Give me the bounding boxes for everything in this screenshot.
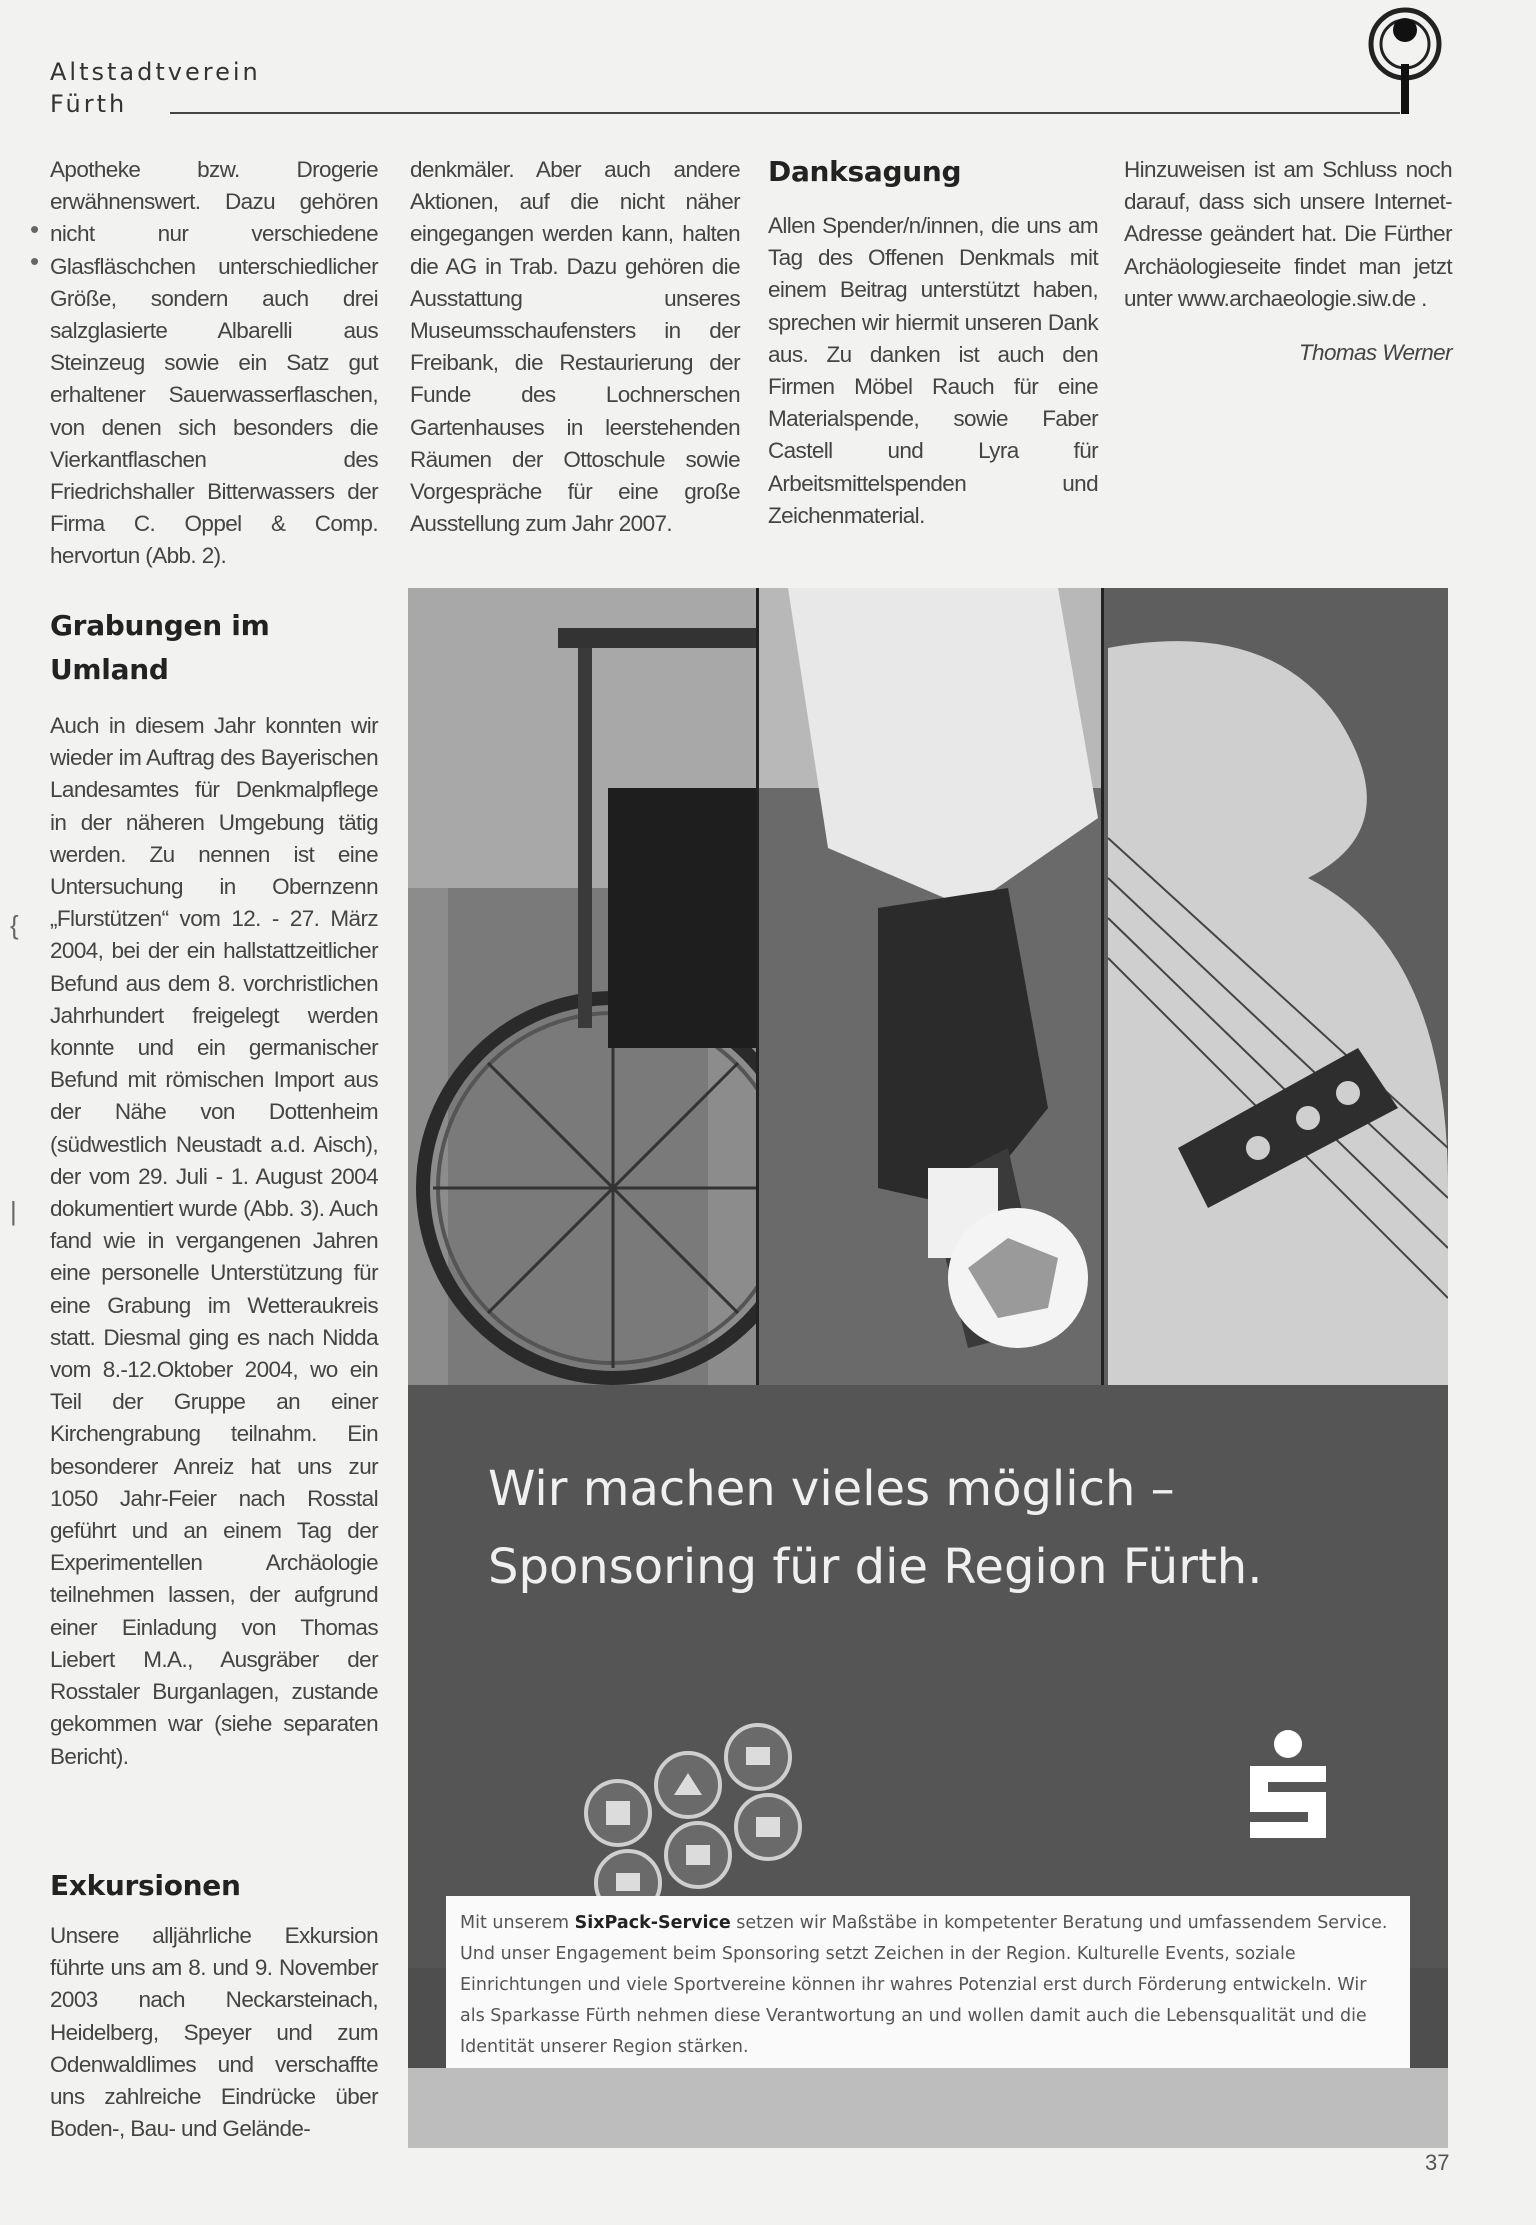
sponsoring-photo-collage <box>408 588 1448 1385</box>
ad-body-text <box>446 1896 1410 2068</box>
grabungen-text: Auch in diesem Jahr konnten wir wieder im Auftrag des Bayerischen Landesamtes für Denkmalpflege in der näheren Umgebung tätig werden. Zu nennen ist eine Untersuchung in Obernzenn „Flurstützen“ vom 12. - 27. März 2004, bei der ein hallstattzeitlicher Befund aus dem 8. vorchristlichen Jahrhundert freigelegt werden konnte und ein germanischer Befund mit römischen Import aus der Nähe von Dottenheim (südwestlich Neustadt a.d. Aisch), der vom 29. Juli - 1. August 2004 dokumentiert wurde (Abb. 3). Auch fand wie in vergangenen Jahren eine personelle Unterstützung für eine Grabung im Wetteraukreis statt. Diesmal ging es nach Nidda vom 8.-12.Oktober 2004, wo ein Teil der Gruppe an einer Kirchengrabung teilnahm. Ein besonderer Anreiz hat uns zur 1050 Jahr-Feier nach Rosstal geführt und an einem Tag der Experimentellen Archäologie teilnehmen lassen, der aufgrund einer Einladung von Thomas Liebert M.A., Ausgräber der Rosstaler Burganlagen, zustande gekommen war (siehe separaten Bericht). <box>50 713 378 1769</box>
margin-bullet: • <box>30 214 40 244</box>
column-4 <box>1124 154 1452 369</box>
ad-bottom-strip <box>408 2068 1448 2148</box>
column-1-top-text: Apotheke bzw. Drogerie erwähnenswert. Dazu gehören nicht nur verschiedene Glasfläschchen unterschiedlicher Größe, sondern auch drei salzglasierte Albarelli aus Steinzeug sowie ein Satz gut erhaltener Sauerwasserflaschen, von denen sich besonders die Vierkantflaschen des Friedrichshaller Bitterwassers der Firma C. Oppel & Comp. hervortun (Abb. 2). <box>50 157 378 569</box>
column-2-top-text: denkmäler. Aber auch andere Aktionen, auf die nicht näher eingegangen werden kann, halten die AG in Trab. Dazu gehören die Ausstattung unseres Museumsschaufensters in der Freibank, die Restaurierung der Funde des Lochnerschen Gartenhauses in leerstehenden Räumen der Ottoschule sowie Vorgespräche für eine große Ausstellung zum Jahr 2007. <box>410 157 740 537</box>
association-name <box>50 56 261 120</box>
ad-slogan <box>488 1450 1262 1606</box>
ad-text-intro: Mit unserem <box>460 1913 575 1933</box>
exkursionen-heading: Exkursionen <box>50 1869 241 1902</box>
author-signature: Thomas Werner <box>1298 340 1452 366</box>
ad-text-rest: setzen wir Maßstäbe in kompetenter Beratung und umfassendem Service. Und unser Engagement beim Sponsoring setzt Zeichen in der Region. Kulturelle Events, soziale Einrichtungen und viele Sportvereine können ihr wahres Potenzial erst durch Förderung entwickeln. Wir als Sparkasse Fürth nehmen diese Verantwortung an und wollen damit auch die Lebensqualität und die Identität unserer Region stärken. <box>460 1913 1388 2057</box>
column-1-top <box>50 154 378 573</box>
header-line1: Altstadtverein <box>50 58 261 86</box>
margin-bullet: • <box>30 246 40 276</box>
grabungen-section <box>50 604 378 1773</box>
margin-mark: { <box>10 910 19 940</box>
sparkasse-logo-icon <box>1238 1726 1338 1846</box>
slogan-line-2: Sponsoring für die Region Fürth. <box>488 1539 1263 1595</box>
grabungen-heading: Grabungen im Umland <box>50 609 270 686</box>
danksagung-heading: Danksagung <box>768 155 962 188</box>
column-2-top <box>410 154 740 540</box>
exkursionen-text: Unsere alljährliche Exkursion führte uns am 8. und 9. November 2003 nach Neckarsteinach, Heidelberg, Speyer und zum Odenwaldlimes und verschaffte uns zahlreiche Eindrücke über Boden-, Bau- und Gelände- <box>50 1923 378 2142</box>
header-line2: Fürth <box>50 90 128 118</box>
sixpack-service-icons <box>576 1703 806 1923</box>
danksagung-section <box>768 150 1098 532</box>
exkursionen-section <box>50 1864 378 2145</box>
margin-mark: | <box>10 1196 17 1226</box>
slogan-line-1: Wir machen vieles möglich – <box>488 1461 1175 1517</box>
page-number: 37 <box>1425 2150 1450 2175</box>
column-4-text: Hinzuweisen ist am Schluss noch darauf, dass sich unsere Internet-Adresse geändert hat. Die Fürther Archäologieseite findet man jetzt unter www.archaeologie.siw.de . <box>1124 157 1452 311</box>
sparkasse-advertisement <box>408 588 1448 2148</box>
sixpack-service-brand: SixPack-Service <box>574 1913 731 1933</box>
header-rule <box>170 112 1400 114</box>
association-logo-icon <box>1360 4 1450 116</box>
danksagung-text: Allen Spender/n/innen, die uns am Tag des Offenen Denkmals mit einem Beitrag unterstützt haben, sprechen wir hiermit unseren Dank aus. Zu danken ist auch den Firmen Möbel Rauch für eine Materialspende, sowie Faber Castell und Lyra für Arbeitsmittelspenden und Zeichenmaterial. <box>768 213 1098 528</box>
